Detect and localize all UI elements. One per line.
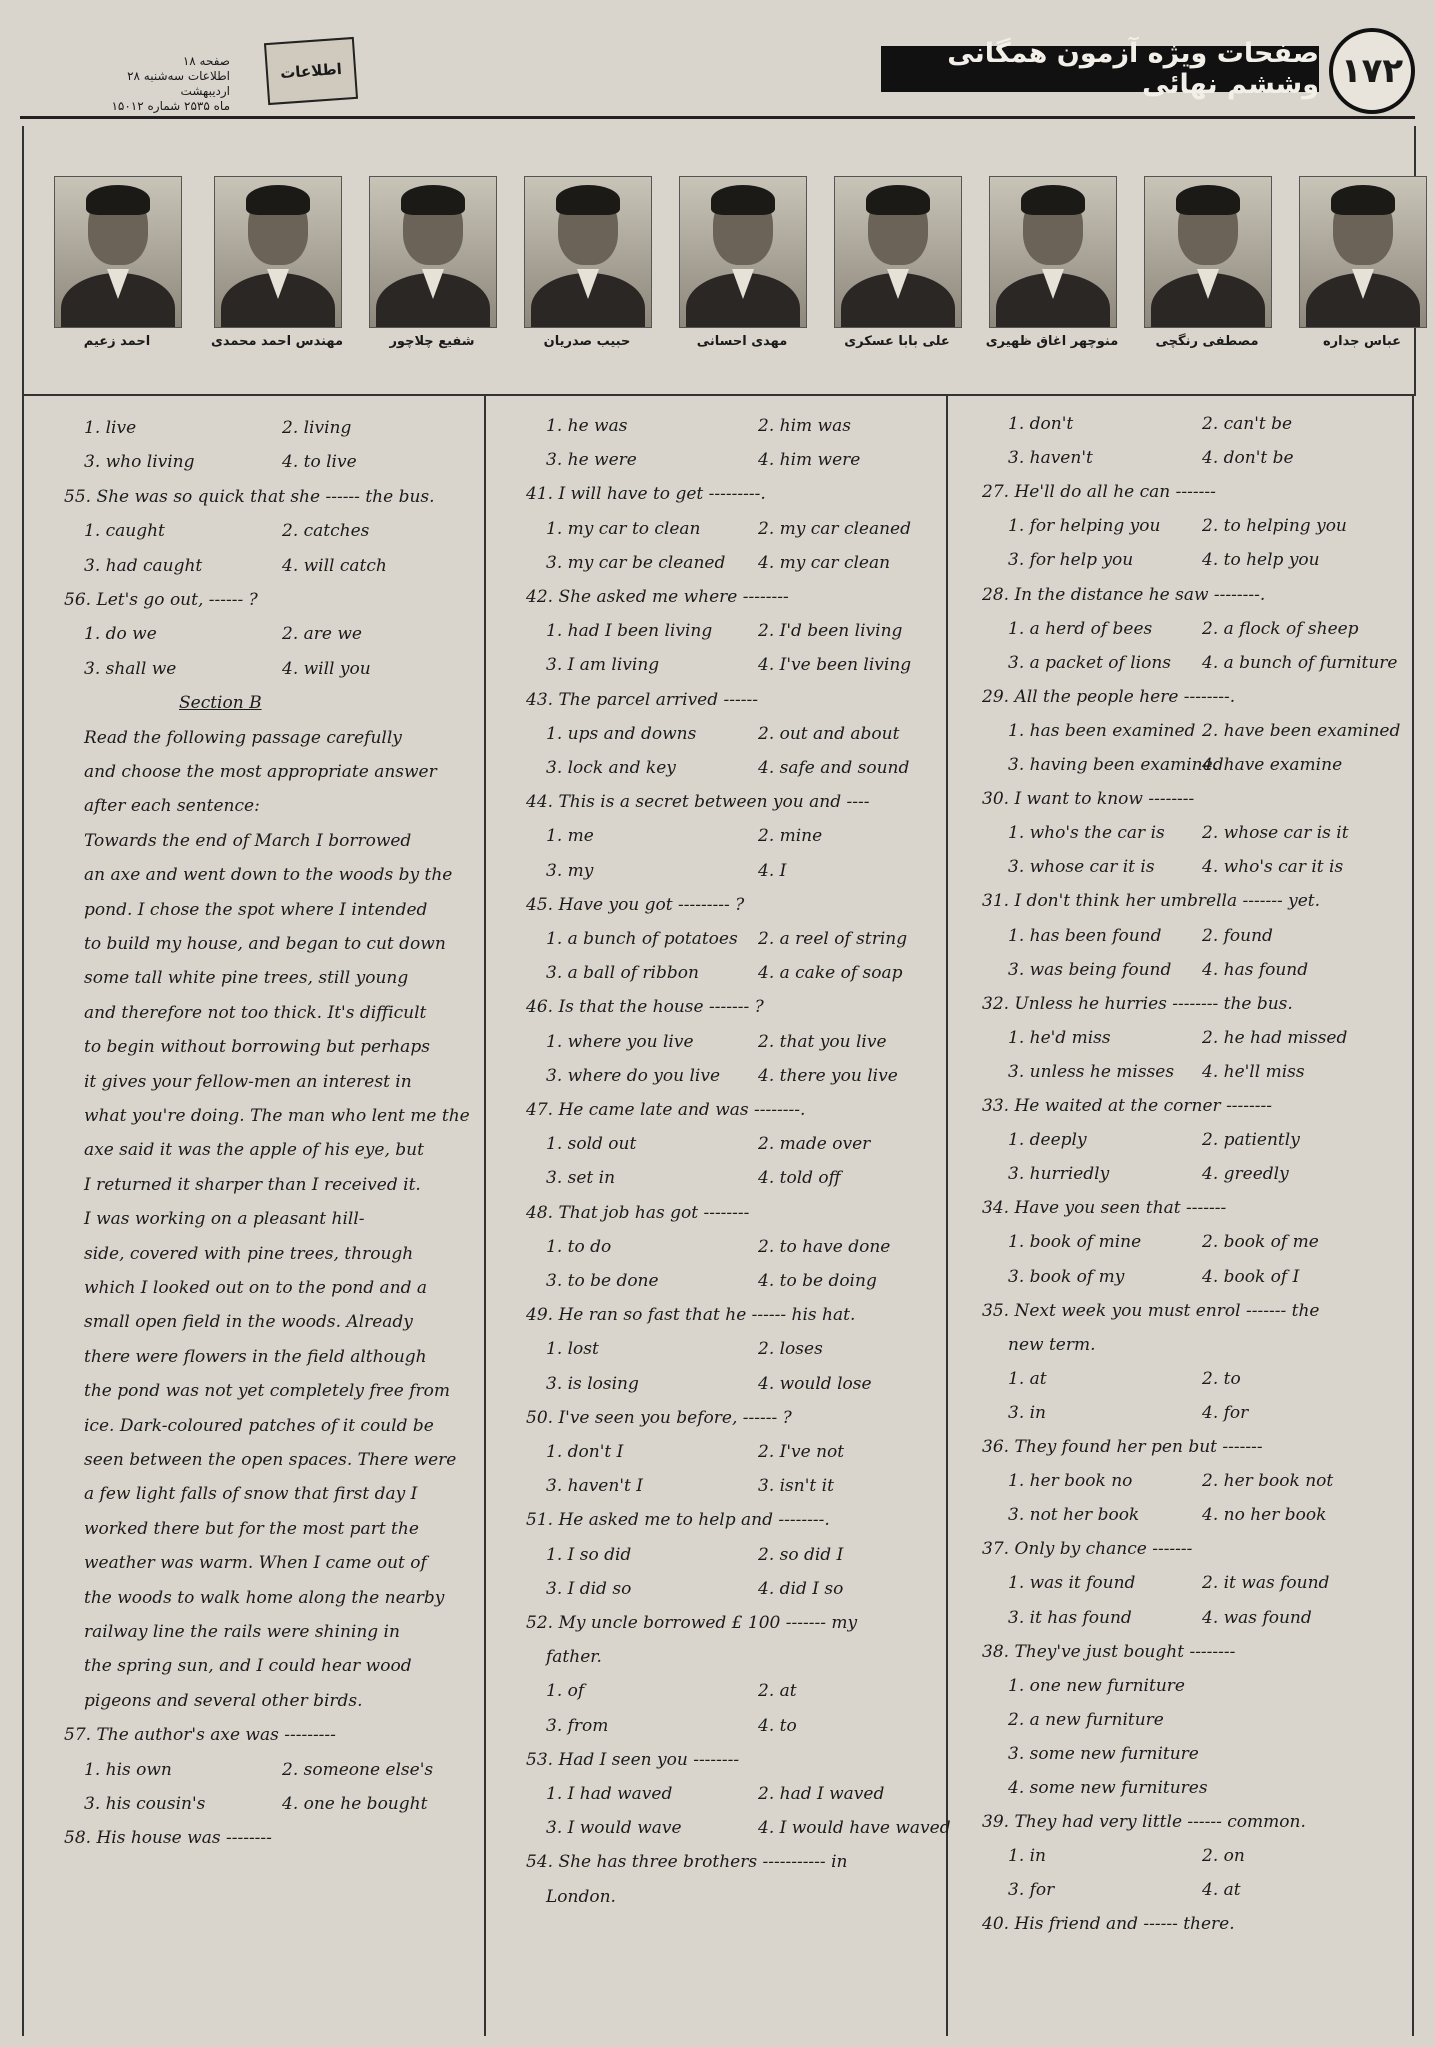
photo-strip — [22, 126, 1416, 396]
answer-option: 2. I've not — [758, 1442, 845, 1462]
answer-option: 4. would lose — [758, 1373, 872, 1394]
answer-option: 3. a ball of ribbon — [546, 963, 699, 984]
text-line: 41. I will have to get ---------. — [526, 484, 766, 505]
answer-option: 2. a reel of string — [758, 929, 908, 949]
answer-option: 1. had I been living — [546, 621, 713, 642]
portrait-caption: منوچهر اغاق ظهیری — [985, 334, 1119, 349]
answer-option: 3. isn't it — [758, 1476, 834, 1497]
text-line: 31. I don't think her umbrella ------- yet. — [982, 891, 1321, 912]
portrait-caption: مهدی احسانی — [696, 334, 788, 349]
answer-option: 3. from — [546, 1715, 609, 1736]
answer-option: 2. someone else's — [282, 1759, 434, 1780]
portrait-photo — [524, 176, 652, 328]
answer-option: 3. who living — [84, 452, 195, 473]
portrait-photo — [1299, 176, 1427, 328]
portrait-hair — [1331, 185, 1395, 215]
text-line: 2. a new furniture — [1008, 1709, 1164, 1730]
text-line: 34. Have you seen that ------- — [982, 1198, 1227, 1219]
answer-option: 2. my car cleaned — [758, 518, 911, 539]
answer-option: 1. to do — [546, 1236, 612, 1257]
answer-option: 2. made over — [758, 1134, 871, 1155]
text-line: small open field in the woods. Already — [84, 1312, 413, 1333]
answer-option: 4. to be doing — [758, 1271, 877, 1291]
text-line: pigeons and several other birds. — [84, 1690, 363, 1711]
answer-option: 1. caught — [84, 521, 165, 542]
text-line: axe said it was the apple of his eye, but — [84, 1140, 424, 1161]
page-header — [20, 28, 1415, 118]
portrait-photo — [54, 176, 182, 328]
answer-option: 2. have been examined — [1202, 720, 1401, 741]
text-line: to begin without borrowing but perhaps — [84, 1037, 430, 1058]
answer-option: 4. safe and sound — [758, 758, 910, 778]
text-line: 45. Have you got --------- ? — [526, 894, 745, 915]
text-line: 46. Is that the house ------- ? — [526, 997, 764, 1018]
portrait-photo — [989, 176, 1117, 328]
text-line: 27. He'll do all he can ------- — [982, 482, 1216, 503]
answer-option: 1. has been found — [1008, 925, 1162, 946]
issue-info — [80, 54, 230, 114]
answer-option: 1. live — [84, 418, 137, 438]
portrait-caption: شفیع چلاچور — [389, 334, 475, 349]
text-line: 3. some new furniture — [1008, 1743, 1199, 1764]
portrait-caption: احمد زعیم — [83, 334, 151, 349]
text-line: 35. Next week you must enrol ------- the — [982, 1300, 1320, 1321]
answer-option: 3. I did so — [546, 1578, 632, 1599]
text-line: Section B — [179, 693, 262, 714]
answer-option: 2. loses — [758, 1339, 823, 1360]
text-line: 36. They found her pen but ------- — [982, 1437, 1263, 1457]
section-banner: صفحات ویژه آزمون همگانی وششم نهائی — [881, 46, 1319, 92]
answer-option: 2. he had missed — [1202, 1027, 1348, 1048]
answer-option: 3. my — [546, 860, 594, 881]
text-line: 43. The parcel arrived ------ — [526, 689, 758, 710]
answer-option: 3. I would wave — [546, 1818, 682, 1839]
answer-option: 3. in — [1008, 1402, 1047, 1423]
text-line: and choose the most appropriate answer — [84, 762, 437, 782]
answer-option: 3. for — [1008, 1880, 1055, 1901]
answer-option: 2. had I waved — [758, 1784, 885, 1804]
answer-option: 1. don't — [1008, 414, 1074, 434]
text-line: 47. He came late and was --------. — [526, 1100, 806, 1120]
answer-option: 1. a herd of bees — [1008, 618, 1153, 639]
answer-option: 3. I am living — [546, 655, 660, 676]
answer-option: 4. there you live — [758, 1065, 898, 1086]
text-line: London. — [546, 1886, 616, 1907]
portrait-caption: مصطفی رنگچی — [1155, 334, 1259, 349]
answer-option: 3. for help you — [1008, 550, 1134, 571]
text-line: a few light falls of snow that first day I — [84, 1484, 418, 1505]
answer-option: 4. who's car it is — [1202, 857, 1344, 878]
text-line: 37. Only by chance ------- — [982, 1539, 1193, 1560]
text-line: 38. They've just bought -------- — [982, 1641, 1236, 1662]
answer-option: 4. have examine — [1202, 755, 1343, 775]
answer-option: 4. was found — [1202, 1607, 1312, 1628]
text-line: which I looked out on to the pond and a — [84, 1278, 428, 1298]
issue-line: ماه ۲۵۳۵ شماره ۱۵۰۱۲ — [111, 99, 230, 113]
answer-option: 4. book of I — [1202, 1266, 1300, 1287]
answer-option: 2. it was found — [1202, 1573, 1330, 1594]
text-line: 28. In the distance he saw --------. — [982, 584, 1266, 605]
text-line: 55. She was so quick that she ------ the bus. — [64, 486, 435, 507]
answer-option: 4. don't be — [1202, 448, 1294, 469]
answer-option: 2. patiently — [1202, 1130, 1300, 1151]
answer-option: 1. has been examined — [1008, 720, 1196, 741]
column-middle — [486, 396, 951, 2036]
text-line: Read the following passage carefully — [84, 727, 402, 748]
portrait-hair — [1176, 185, 1240, 215]
answer-option: 2. catches — [282, 521, 370, 542]
text-line: 1. one new furniture — [1008, 1675, 1185, 1696]
answer-option: 1. my car to clean — [546, 518, 701, 539]
answer-option: 4. to live — [282, 452, 357, 473]
answer-option: 2. mine — [758, 826, 823, 847]
text-line: it gives your fellow-men an interest in — [84, 1071, 412, 1092]
portrait-photo — [1144, 176, 1272, 328]
answer-option: 1. sold out — [546, 1134, 637, 1155]
answer-option: 1. he was — [546, 416, 628, 436]
text-line: what you're doing. The man who lent me the — [84, 1106, 470, 1126]
text-line: 32. Unless he hurries -------- the bus. — [982, 993, 1293, 1014]
answer-option: 1. her book no — [1008, 1471, 1133, 1492]
text-line: the woods to walk home along the nearby — [84, 1587, 445, 1608]
answer-option: 4. to help you — [1202, 550, 1320, 571]
text-line: side, covered with pine trees, through — [84, 1243, 414, 1264]
column-right — [948, 396, 1410, 2036]
answer-option: 1. a bunch of potatoes — [546, 929, 738, 949]
text-line: after each sentence: — [84, 796, 260, 817]
text-line: 50. I've seen you before, ------ ? — [526, 1407, 792, 1428]
answer-option: 2. so did I — [758, 1544, 844, 1565]
header-rule — [20, 116, 1415, 119]
portrait-hair — [1021, 185, 1085, 215]
answer-option: 1. me — [546, 826, 594, 847]
answer-option: 3. unless he misses — [1008, 1061, 1175, 1082]
answer-option: 1. of — [546, 1681, 585, 1702]
answer-option: 3. had caught — [84, 555, 203, 576]
portrait-hair — [711, 185, 775, 215]
portrait-caption: مهندس احمد محمدی — [210, 334, 344, 349]
answer-option: 1. I so did — [546, 1544, 632, 1565]
answer-option: 1. at — [1008, 1368, 1047, 1389]
answer-option: 4. for — [1202, 1402, 1249, 1423]
text-line: the pond was not yet completely free from — [84, 1381, 451, 1402]
text-line: 44. This is a secret between you and ---- — [526, 792, 870, 813]
answer-option: 3. where do you live — [546, 1065, 721, 1086]
answer-option: 2. that you live — [758, 1031, 887, 1052]
text-line: an axe and went down to the woods by the — [84, 865, 453, 886]
answer-option: 4. he'll miss — [1202, 1061, 1305, 1082]
answer-option: 1. was it found — [1008, 1573, 1136, 1594]
text-line: I was working on a pleasant hill- — [84, 1209, 365, 1230]
answer-option: 1. who's the car is — [1008, 823, 1165, 844]
text-line: 30. I want to know -------- — [982, 789, 1195, 810]
text-line: 40. His friend and ------ there. — [982, 1914, 1235, 1935]
issue-line: صفحه ۱۸ — [182, 54, 230, 68]
answer-option: 2. him was — [758, 416, 851, 436]
text-line: 51. He asked me to help and --------. — [526, 1510, 830, 1531]
answer-option: 1. his own — [84, 1759, 172, 1780]
answer-option: 1. where you live — [546, 1031, 694, 1052]
answer-option: 2. a flock of sheep — [1202, 618, 1359, 639]
answer-option: 3. haven't — [1008, 448, 1093, 469]
answer-option: 4. I would have waved — [758, 1818, 951, 1839]
answer-option: 1. do we — [84, 624, 157, 645]
text-line: weather was warm. When I came out of — [84, 1553, 427, 1574]
answer-option: 4. at — [1202, 1880, 1241, 1901]
answer-option: 4. one he bought — [282, 1794, 428, 1814]
text-line: Towards the end of March I borrowed — [84, 830, 412, 851]
answer-option: 4. did I so — [758, 1578, 844, 1599]
answer-option: 4. a cake of soap — [758, 963, 903, 984]
text-line: there were flowers in the field although — [84, 1346, 427, 1367]
text-line: 53. Had I seen you -------- — [526, 1749, 740, 1770]
text-line: 57. The author's axe was --------- — [64, 1725, 336, 1746]
answer-option: 1. in — [1008, 1846, 1047, 1867]
answer-option: 2. on — [1202, 1846, 1245, 1867]
text-line: I returned it sharper than I received it. — [84, 1174, 421, 1195]
answer-option: 2. out and about — [758, 723, 900, 744]
text-line: railway line the rails were shining in — [84, 1622, 400, 1642]
answer-option: 1. I had waved — [546, 1784, 673, 1804]
text-line: 49. He ran so fast that he ------ his hat. — [526, 1305, 856, 1326]
answer-option: 4. has found — [1202, 959, 1309, 980]
answer-option: 3. shall we — [84, 658, 177, 679]
text-line: worked there but for the most part the — [84, 1518, 419, 1539]
text-line: 33. He waited at the corner -------- — [982, 1096, 1273, 1116]
answer-option: 2. whose car is it — [1202, 823, 1349, 844]
answer-option: 4. a bunch of furniture — [1202, 652, 1398, 673]
column-left — [24, 396, 482, 2036]
answer-option: 2. to helping you — [1202, 516, 1347, 537]
answer-option: 3. haven't I — [546, 1476, 643, 1497]
answer-option: 3. to be done — [546, 1271, 659, 1291]
answer-option: 1. lost — [546, 1339, 599, 1360]
answer-option: 2. at — [758, 1681, 797, 1702]
answer-option: 3. lock and key — [546, 758, 676, 778]
text-line: 56. Let's go out, ------ ? — [64, 590, 258, 610]
answer-option: 3. my car be cleaned — [546, 552, 726, 573]
text-line: seen between the open spaces. There were — [84, 1450, 457, 1470]
text-line: father. — [546, 1647, 602, 1668]
text-line: 58. His house was -------- — [64, 1828, 272, 1849]
portrait-photo — [834, 176, 962, 328]
text-line: pond. I chose the spot where I intended — [84, 899, 428, 920]
answer-option: 2. her book not — [1202, 1471, 1334, 1492]
text-line: to build my house, and began to cut down — [84, 934, 446, 954]
portrait-hair — [401, 185, 465, 215]
text-line: new term. — [1008, 1334, 1096, 1355]
text-line: ice. Dark-coloured patches of it could be — [84, 1415, 434, 1436]
portrait-photo — [679, 176, 807, 328]
answer-option: 3. whose car it is — [1008, 857, 1155, 878]
answer-option: 4. I've been living — [758, 655, 912, 676]
portrait-caption: علی بابا عسکری — [844, 334, 950, 349]
answer-option: 4. will you — [282, 658, 371, 679]
portrait-hair — [866, 185, 930, 215]
answer-option: 4. him were — [758, 450, 861, 471]
answer-option: 3. having been examined — [1008, 755, 1224, 775]
answer-option: 3. his cousin's — [84, 1794, 206, 1814]
text-line: the spring sun, and I could hear wood — [84, 1656, 412, 1677]
answer-option: 2. living — [282, 418, 352, 438]
portrait-hair — [86, 185, 150, 215]
answer-option: 1. don't I — [546, 1442, 624, 1462]
portrait-photo — [369, 176, 497, 328]
answer-option: 2. are we — [282, 624, 362, 645]
answer-option: 4. I — [758, 860, 787, 881]
answer-option: 2. found — [1202, 925, 1273, 946]
answer-option: 2. to — [1202, 1368, 1241, 1389]
answer-option: 2. I'd been living — [758, 621, 903, 642]
page-number: ۱۷۲ — [1329, 28, 1415, 114]
answer-option: 4. will catch — [282, 555, 387, 576]
answer-option: 1. he'd miss — [1008, 1027, 1111, 1048]
portrait-hair — [246, 185, 310, 215]
answer-option: 4. my car clean — [758, 552, 891, 573]
answer-option: 1. deeply — [1008, 1130, 1087, 1151]
issue-line: اطلاعات سه‌شنبه ۲۸ اردیبهشت — [127, 69, 230, 98]
answer-option: 4. no her book — [1202, 1505, 1327, 1526]
text-line: 42. She asked me where -------- — [526, 587, 789, 607]
column-divider — [1412, 396, 1414, 2036]
answer-option: 3. book of my — [1008, 1266, 1125, 1287]
answer-option: 3. not her book — [1008, 1505, 1140, 1526]
portrait-caption: عباس جداره — [1322, 334, 1402, 349]
answer-option: 3. set in — [546, 1168, 616, 1189]
answer-option: 3. it has found — [1008, 1607, 1132, 1628]
answer-option: 2. can't be — [1202, 414, 1293, 434]
answer-option: 2. to have done — [758, 1236, 891, 1257]
answer-option: 1. for helping you — [1008, 516, 1161, 537]
answer-option: 1. book of mine — [1008, 1232, 1142, 1253]
portrait-caption: حبیب صدریان — [543, 334, 631, 349]
answer-option: 4. told off — [758, 1168, 841, 1189]
answer-option: 3. he were — [546, 450, 637, 471]
portrait-hair — [556, 185, 620, 215]
text-line: 52. My uncle borrowed £ 100 ------- my — [526, 1613, 858, 1633]
answer-option: 3. a packet of lions — [1008, 652, 1172, 673]
newspaper-logo: اطلاعات — [264, 37, 358, 105]
text-line: and therefore not too thick. It's difficult — [84, 1002, 427, 1023]
answer-option: 4. to — [758, 1715, 797, 1736]
answer-option: 4. greedly — [1202, 1164, 1289, 1185]
answer-option: 1. ups and downs — [546, 723, 697, 744]
text-line: 39. They had very little ------ common. — [982, 1812, 1306, 1833]
answer-option: 3. hurriedly — [1008, 1164, 1110, 1185]
text-line: 29. All the people here --------. — [982, 686, 1236, 707]
text-line: some tall white pine trees, still young — [84, 968, 409, 989]
answer-option: 2. book of me — [1202, 1232, 1319, 1253]
answer-option: 3. was being found — [1008, 959, 1172, 980]
text-line: 4. some new furnitures — [1008, 1778, 1208, 1798]
text-line: 48. That job has got -------- — [526, 1202, 750, 1223]
text-line: 54. She has three brothers ----------- in — [526, 1852, 848, 1873]
portrait-photo — [214, 176, 342, 328]
answer-option: 3. is losing — [546, 1373, 639, 1394]
